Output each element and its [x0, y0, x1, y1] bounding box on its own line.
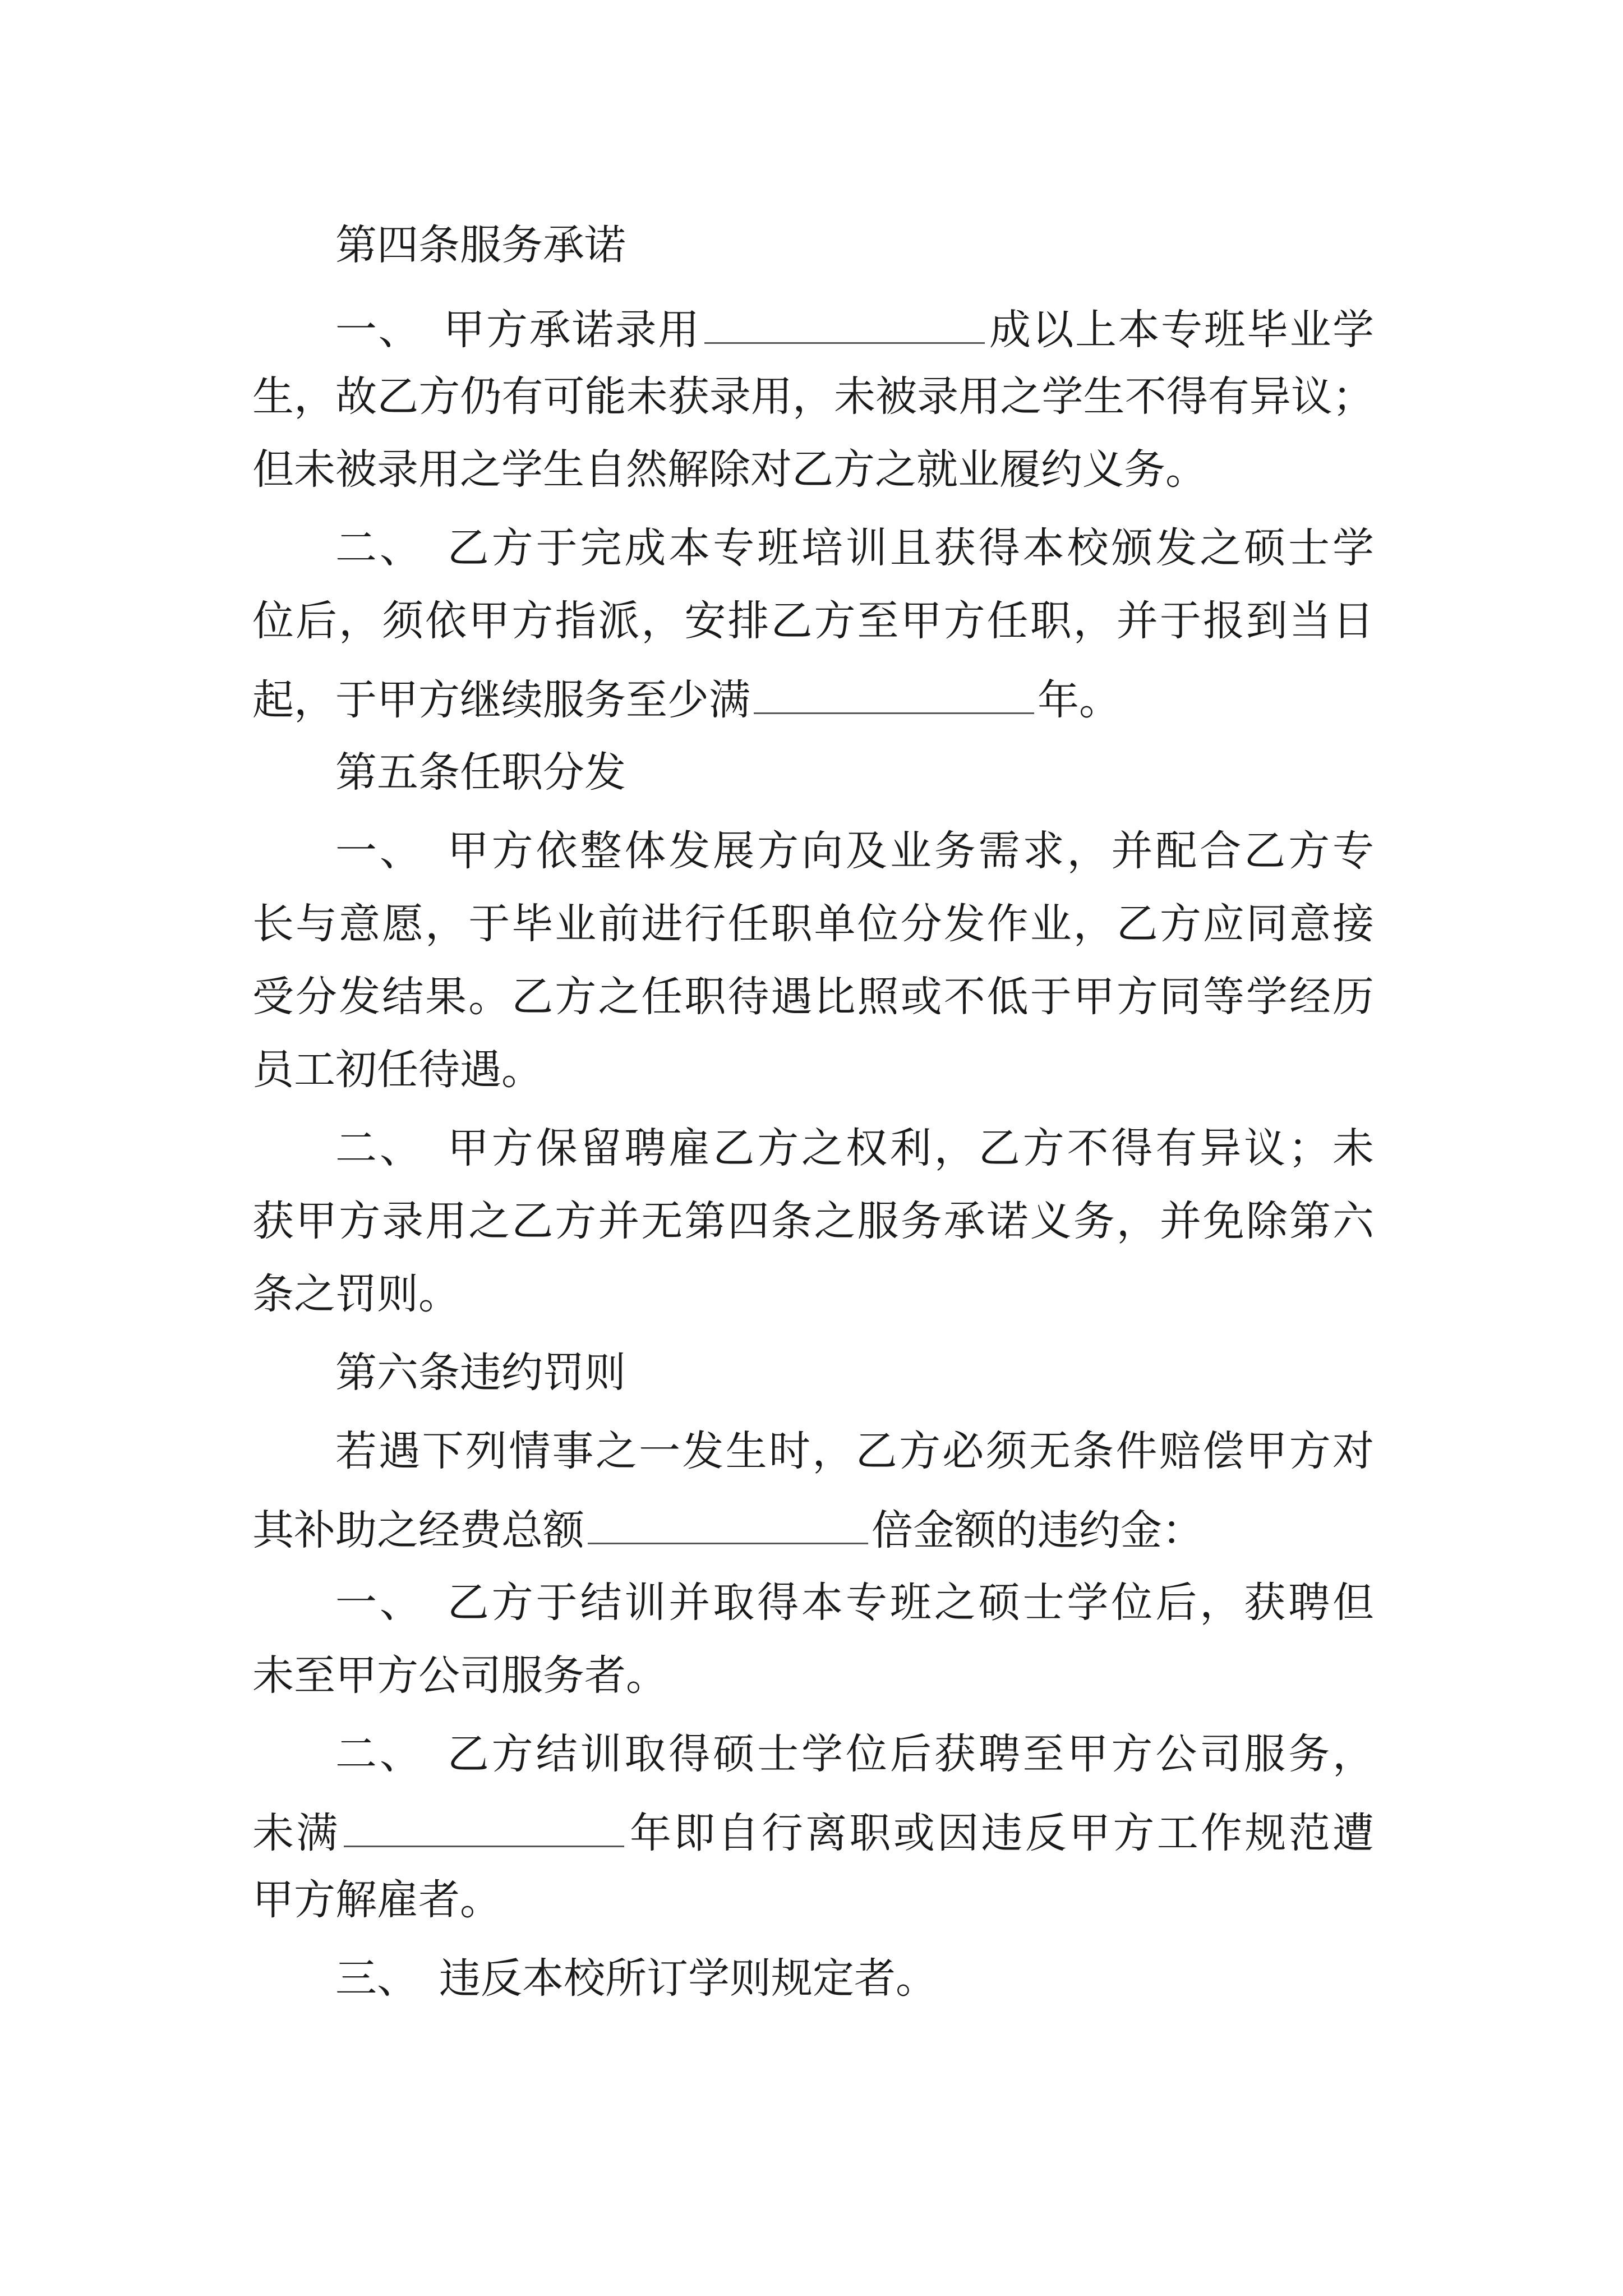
- article6-clause2-line3: 甲方解雇者。: [252, 1876, 501, 1924]
- article5-clause2-line3: 条之罚则。: [252, 1270, 460, 1318]
- article5-clause1-line2: 长与意愿，于毕业前进行任职单位分发作业，乙方应同意接: [252, 900, 1374, 948]
- article6-clause1-line1: 一、 乙方于结训并取得本专班之硕士学位后，获聘但: [335, 1579, 1374, 1627]
- article5-heading: 第五条任职分发: [335, 748, 626, 797]
- article4-clause1-after-blank: 成以上本专班毕业学: [988, 306, 1374, 354]
- article4-clause1-prefix: 一、 甲方承诺录用: [335, 306, 701, 354]
- article6-clause2-line2-prefix: 未满: [252, 1809, 340, 1857]
- article5-clause1-line4: 员工初任待遇。: [252, 1046, 543, 1094]
- article4-clause2-line3-prefix: 起，于甲方继续服务至少满: [252, 676, 750, 724]
- article5-clause2-line2: 获甲方录用之乙方并无第四条之服务承诺义务，并免除第六: [252, 1197, 1374, 1245]
- article6-clause2-line2: [252, 1806, 1375, 1857]
- article6-intro-line2-prefix: 其补助之经费总额: [252, 1506, 584, 1554]
- blank-field[interactable]: [344, 1806, 624, 1847]
- article6-intro-line2: [252, 1503, 1204, 1554]
- article6-intro-line1: 若遇下列情事之一发生时，乙方必须无条件赔偿甲方对: [335, 1427, 1374, 1475]
- article4-clause2-line1: 二、 乙方于完成本专班培训且获得本校颁发之硕士学: [335, 524, 1374, 572]
- article4-clause1-line2: 生，故乙方仍有可能未获录用，未被录用之学生不得有异议；: [252, 372, 1374, 421]
- article6-heading: 第六条违约罚则: [335, 1349, 626, 1397]
- article4-clause2-line3-suffix: 年。: [1038, 676, 1121, 724]
- blank-field[interactable]: [588, 1503, 868, 1544]
- article5-clause1-line3: 受分发结果。乙方之任职待遇比照或不低于甲方同等学经历: [252, 973, 1374, 1021]
- article5-clause2-line1: 二、 甲方保留聘雇乙方之权利，乙方不得有异议；未: [335, 1124, 1374, 1172]
- article4-clause2-line3: [252, 673, 1121, 724]
- article6-clause2-line2-suffix: 年即自行离职或因违反甲方工作规范遭: [627, 1809, 1375, 1857]
- article4-clause1-line3: 但未被录用之学生自然解除对乙方之就业履约义务。: [252, 445, 1207, 494]
- blank-field[interactable]: [754, 673, 1034, 714]
- article4-heading: 第四条服务承诺: [335, 221, 626, 269]
- article6-clause2-line1: 二、 乙方结训取得硕士学位后获聘至甲方公司服务，: [335, 1730, 1374, 1778]
- article6-clause3-line1: 三、 违反本校所订学则规定者。: [335, 1954, 937, 2003]
- blank-field[interactable]: [704, 303, 985, 344]
- article5-clause1-line1: 一、 甲方依整体发展方向及业务需求，并配合乙方专: [335, 827, 1374, 875]
- article4-clause1-line1: [252, 303, 1374, 354]
- article4-clause2-line2: 位后，须依甲方指派，安排乙方至甲方任职，并于报到当日: [252, 597, 1374, 645]
- article6-intro-line2-suffix: 倍金额的违约金：: [872, 1506, 1204, 1554]
- article6-clause1-line2: 未至甲方公司服务者。: [252, 1651, 667, 1700]
